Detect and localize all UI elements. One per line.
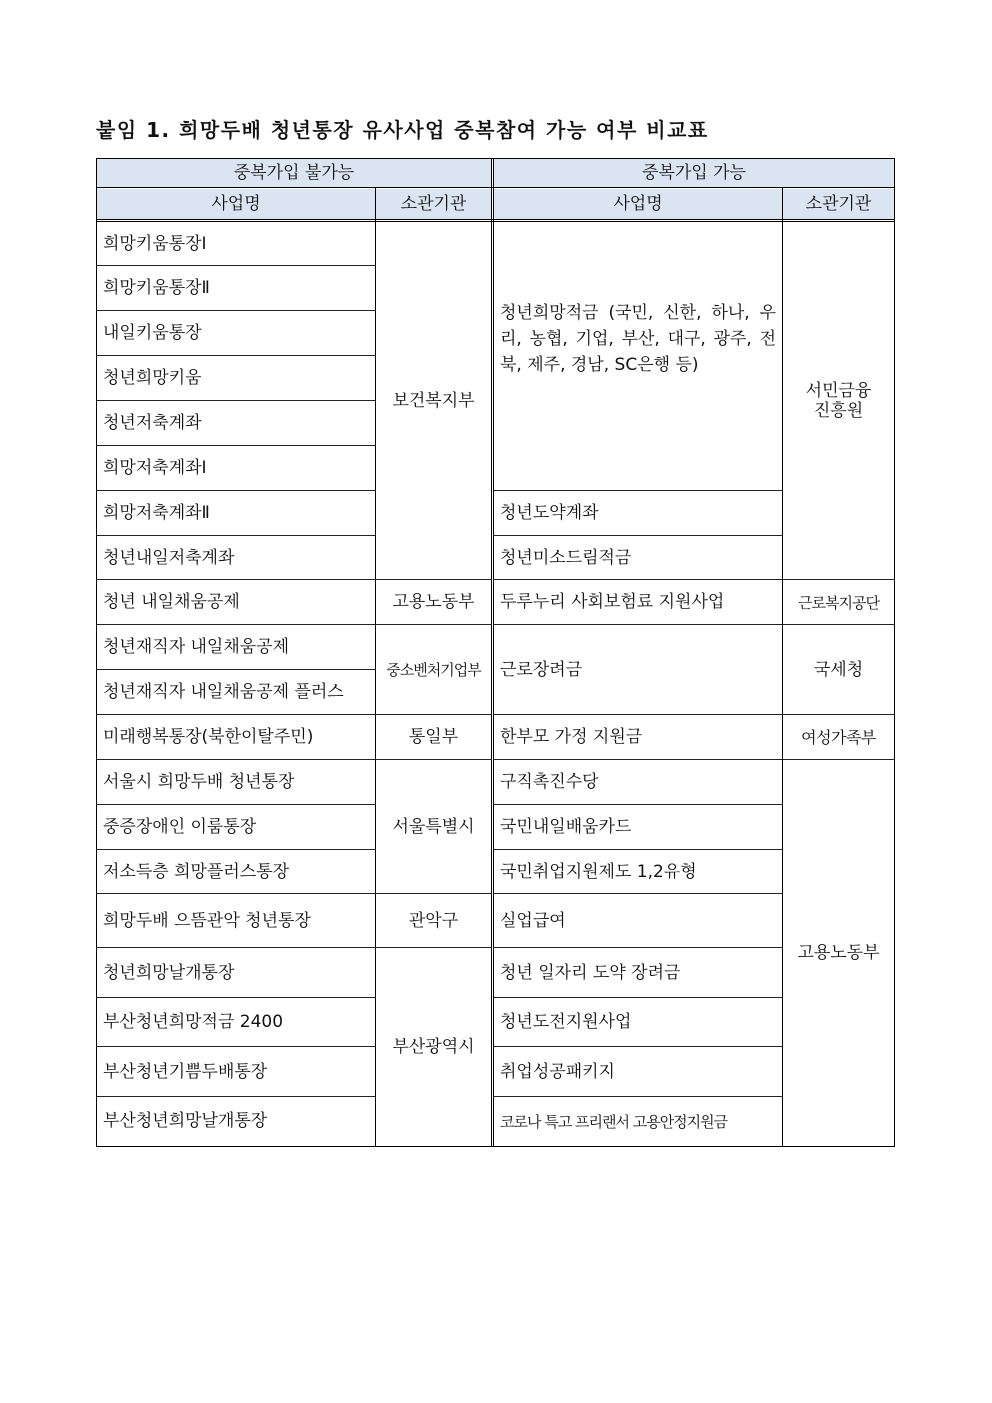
- row-divider: [493, 490, 783, 491]
- left-row: 희망저축계좌Ⅱ: [103, 503, 210, 524]
- right-row: 한부모 가정 지원금: [500, 727, 643, 748]
- right-org: 근로복지공단: [798, 593, 879, 612]
- left-org: 고용노동부: [392, 592, 475, 613]
- row-divider: [96, 624, 492, 625]
- row-divider: [493, 714, 895, 715]
- left-row: 청년재직자 내일채움공제: [103, 637, 290, 658]
- left-org: 서울특별시: [392, 816, 475, 837]
- row-divider: [493, 759, 895, 760]
- row-divider: [493, 1096, 783, 1097]
- row-divider: [493, 997, 783, 998]
- table-border: [491, 158, 492, 1147]
- right-row: 근로장려금: [500, 659, 583, 680]
- right-row: 국민취업지원제도 1,2유형: [500, 861, 697, 882]
- header-left-name: 사업명: [97, 189, 375, 219]
- right-row: 실업급여: [500, 910, 566, 931]
- header-allowed: 중복가입 가능: [494, 159, 894, 187]
- right-row: 국민내일배움카드: [500, 817, 632, 838]
- left-row: 미래행복통장(북한이탈주민): [103, 727, 314, 748]
- table-border: [493, 158, 494, 1147]
- header-not-allowed: 중복가입 불가능: [97, 159, 491, 187]
- table-border: [96, 219, 895, 220]
- row-divider: [96, 1096, 376, 1097]
- row-divider: [96, 893, 492, 894]
- right-row: 취업성공패키지: [500, 1061, 615, 1082]
- row-divider: [493, 579, 895, 580]
- left-org: 부산광역시: [392, 1036, 475, 1057]
- row-divider: [493, 535, 783, 536]
- left-row: 내일키움통장: [103, 323, 202, 344]
- right-row: 코로나 특고 프리랜서 고용안정지원금: [500, 1112, 728, 1131]
- row-divider: [493, 1046, 783, 1047]
- left-row: 희망키움통장Ⅱ: [103, 278, 210, 299]
- right-row: 청년희망적금 (국민, 신한, 하나, 우리, 농협, 기업, 부산, 대구, 광주, 전북, 제주, 경남, SC은행 등): [500, 303, 776, 375]
- table-border: [96, 158, 895, 159]
- left-row: 청년희망날개통장: [103, 962, 235, 983]
- left-row: 부산청년기쁨두배통장: [103, 1061, 268, 1082]
- left-row: 청년재직자 내일채움공제 플러스: [103, 682, 344, 703]
- row-divider: [96, 804, 376, 805]
- left-row: 부산청년희망적금 2400: [103, 1012, 284, 1033]
- left-row: 중증장애인 이룸통장: [103, 817, 257, 838]
- row-divider: [96, 355, 376, 356]
- table-border: [96, 158, 97, 1147]
- left-org: 통일부: [408, 727, 459, 748]
- row-divider: [96, 669, 376, 670]
- left-row: 희망두배 으뜸관악 청년통장: [103, 910, 311, 931]
- header-left-org: 소관기관: [376, 189, 491, 219]
- row-divider: [96, 579, 492, 580]
- row-divider: [493, 624, 895, 625]
- row-divider: [96, 1046, 376, 1047]
- left-row: 희망저축계좌Ⅰ: [103, 458, 207, 479]
- right-row: 청년도약계좌: [500, 503, 599, 524]
- left-org: 중소벤처기업부: [386, 661, 481, 679]
- row-divider: [493, 849, 783, 850]
- table-border: [96, 187, 895, 188]
- row-divider: [96, 849, 376, 850]
- row-divider: [96, 947, 492, 948]
- row-divider: [96, 535, 376, 536]
- left-org: 보건복지부: [392, 390, 475, 411]
- header-right-name: 사업명: [494, 189, 782, 219]
- row-divider: [96, 265, 376, 266]
- row-divider: [96, 997, 376, 998]
- right-row: 두루누리 사회보험료 지원사업: [500, 592, 725, 613]
- row-divider: [96, 310, 376, 311]
- left-row: 저소득층 희망플러스통장: [103, 861, 290, 882]
- right-org: 여성가족부: [801, 727, 876, 747]
- table-border: [782, 187, 783, 1147]
- right-org: 서민금융 진흥원: [805, 380, 872, 421]
- left-row: 서울시 희망두배 청년통장: [103, 772, 295, 793]
- table-border: [96, 221, 895, 222]
- row-divider: [493, 804, 783, 805]
- page-title: 붙임 1. 희망두배 청년통장 유사사업 중복참여 가능 여부 비교표: [96, 118, 709, 142]
- left-row: 청년내일저축계좌: [103, 547, 235, 568]
- right-row: 청년도전지원사업: [500, 1012, 632, 1033]
- row-divider: [96, 400, 376, 401]
- left-row: 부산청년희망날개통장: [103, 1111, 268, 1132]
- table-border: [96, 1146, 895, 1147]
- left-row: 청년 내일채움공제: [103, 592, 240, 613]
- table-border: [894, 158, 895, 1147]
- right-row: 청년 일자리 도약 장려금: [500, 962, 681, 983]
- right-row: 구직촉진수당: [500, 772, 599, 793]
- right-org: 국세청: [813, 659, 864, 680]
- row-divider: [96, 759, 492, 760]
- left-org: 관악구: [408, 910, 459, 931]
- row-divider: [493, 893, 783, 894]
- row-divider: [96, 445, 376, 446]
- row-divider: [96, 714, 492, 715]
- left-row: 청년저축계좌: [103, 413, 202, 434]
- table-border: [375, 187, 376, 1147]
- row-divider: [96, 490, 376, 491]
- header-right-org: 소관기관: [783, 189, 894, 219]
- right-org: 고용노동부: [797, 942, 880, 963]
- left-row: 청년희망키움: [103, 368, 202, 389]
- row-divider: [493, 947, 783, 948]
- left-row: 희망키움통장Ⅰ: [103, 233, 207, 254]
- right-row: 청년미소드림적금: [500, 547, 632, 568]
